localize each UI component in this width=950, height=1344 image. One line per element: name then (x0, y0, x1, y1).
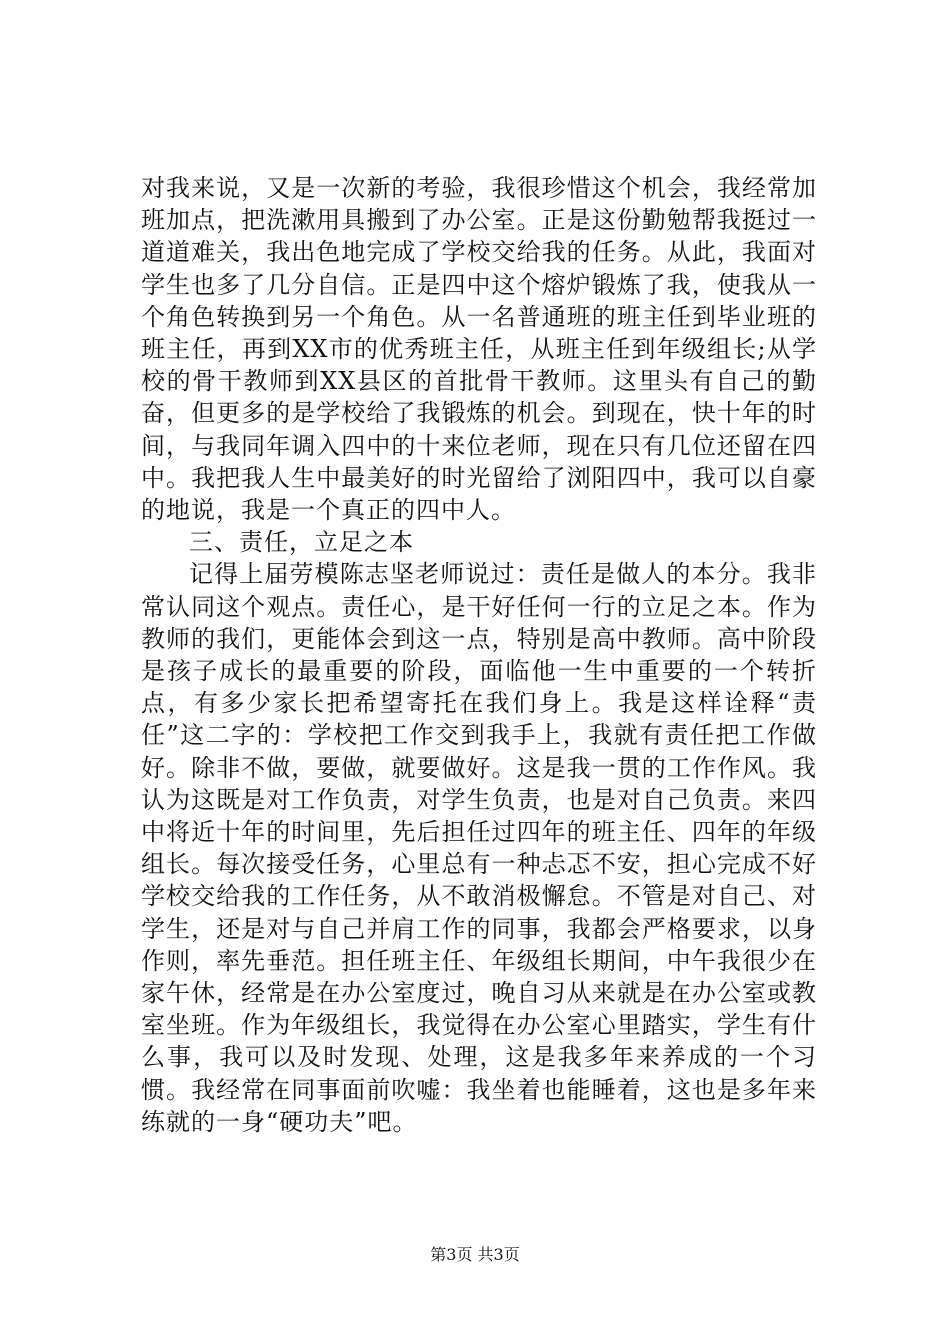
page-footer (0, 1245, 950, 1265)
section-heading: 三、责任，立足之本 (189, 528, 414, 557)
body-paragraph-2: 记得上届劳模陈志坚老师说过：责任是做人的本分。我非常认同这个观点。责任心，是干好任何一行的立足之本。作为教师的我们，更能体会到这一点，特别是高中教师。高中阶段是孩子成长的最重要的阶段，面临他一生中重要的一个转折点，有多少家长把希望寄托在我们身上。我是这样诠释“责任”这二字的：学校把工作交到我手上，我就有责任把工作做好。除非不做，要做，就要做好。这是我一贯的工作作风。我认为这既是对工作负责，对学生负责，也是对自己负责。来四中将近十年的时间里，先后担任过四年的班主任、四年的年级组长。每次接受任务，心里总有一种忐忑不安，担心完成不好学校交给我的工作任务，从不敢消极懈怠。不管是对自己、对学生，还是对与自己并肩工作的同事，我都会严格要求，以身作则，率先垂范。担任班主任、年级组长期间，中午我很少在家午休，经常是在办公室度过，晚自习从来就是在办公室或教室坐班。作为年级组长，我觉得在办公室心里踏实，学生有什么事，我可以及时发现、处理，这是我多年来养成的一个习惯。我经常在同事面前吹嘘：我坐着也能睡着，这也是多年来练就的一身“硬功夫”吧。 (141, 560, 817, 1136)
page-number: 第3页 共3页 (430, 1245, 520, 1264)
body-paragraph-1: 对我来说，又是一次新的考验，我很珍惜这个机会，我经常加班加点，把洗漱用具搬到了办公室。正是这份勤勉帮我挺过一道道难关，我出色地完成了学校交给我的任务。从此，我面对学生也多了几分自信。正是四中这个熔炉锻炼了我，使我从一个角色转换到另一个角色。从一名普通班的班主任到毕业班的班主任，再到XX市的优秀班主任，从班主任到年级组长;从学校的骨干教师到XX县区的首批骨干教师。这里头有自己的勤奋，但更多的是学校给了我锻炼的机会。到现在，快十年的时间，与我同年调入四中的十来位老师，现在只有几位还留在四中。我把我人生中最美好的时光留给了浏阳四中，我可以自豪的地说，我是一个真正的四中人。 (141, 174, 817, 525)
document-body (141, 172, 817, 1138)
